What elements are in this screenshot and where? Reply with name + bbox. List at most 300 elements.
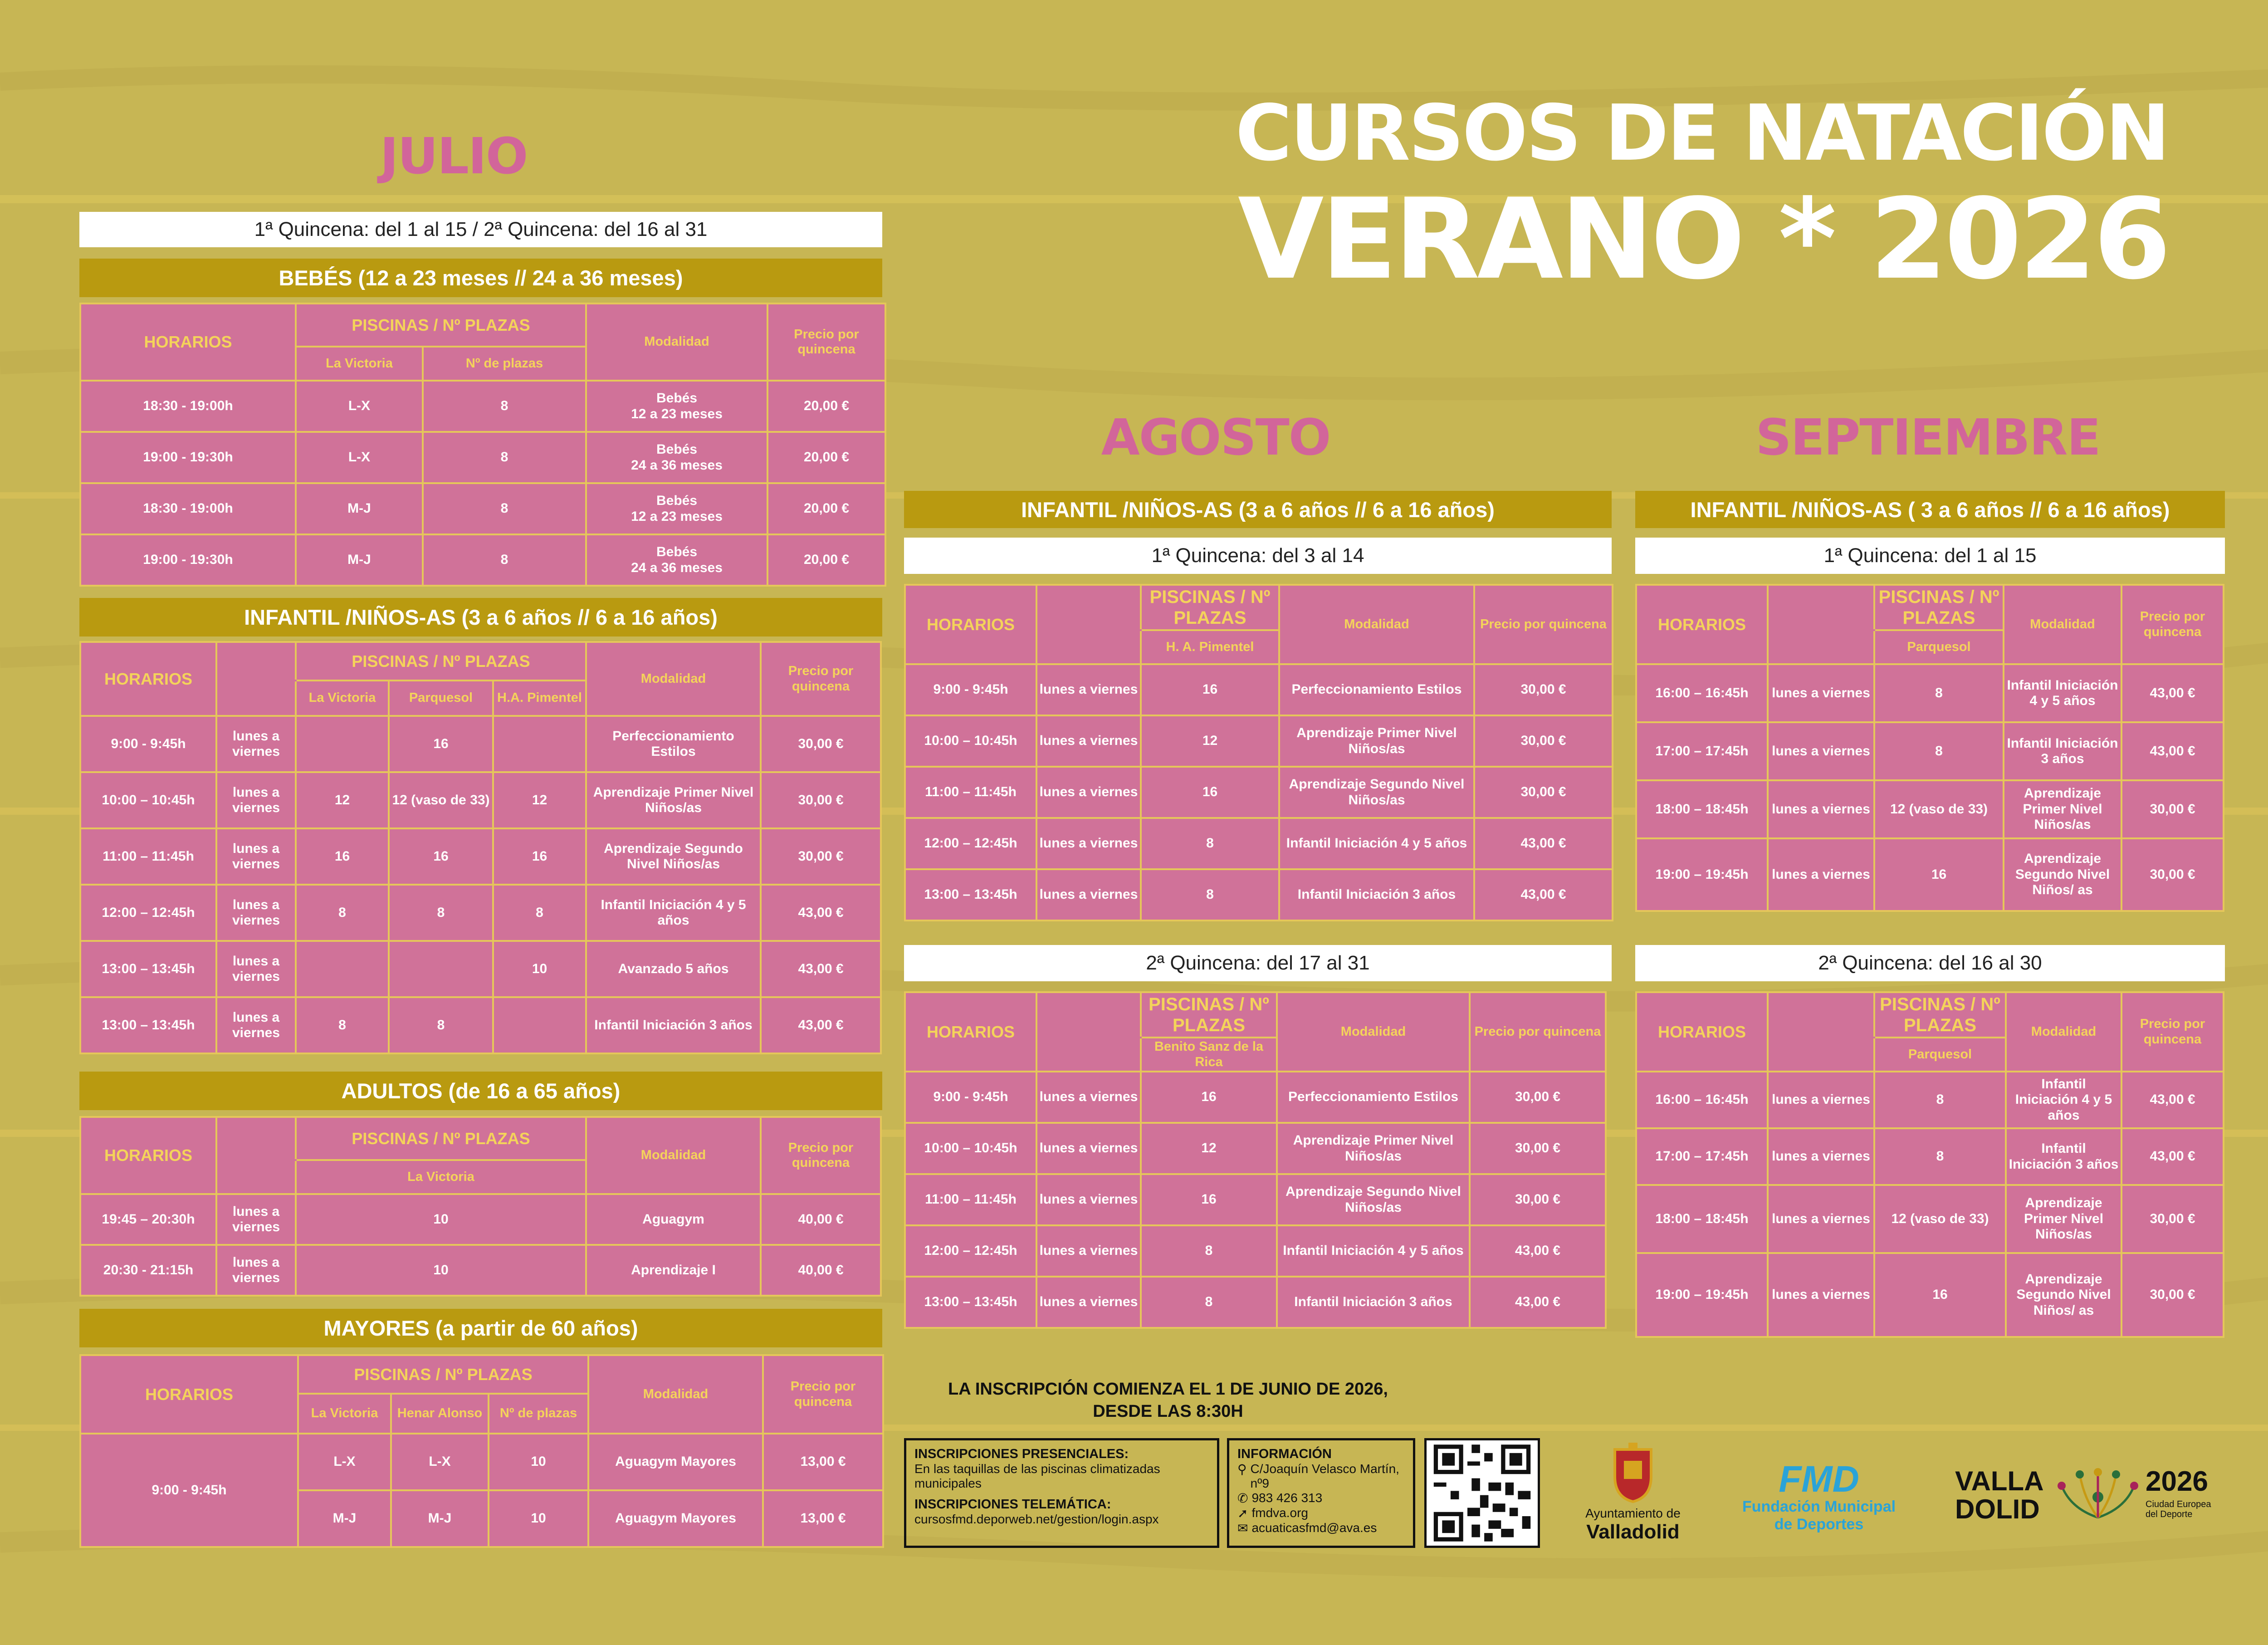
table-cell bbox=[1036, 992, 1141, 1038]
table-cell bbox=[216, 1160, 296, 1194]
table-cell: Bebés 12 a 23 meses bbox=[586, 381, 767, 432]
table-cell: Infantil Iniciación 4 y 5 años bbox=[1279, 818, 1474, 869]
info-email[interactable]: acuaticasfmd@ava.es bbox=[1251, 1521, 1377, 1535]
registration-notice bbox=[903, 1378, 1433, 1423]
info-web[interactable]: fmdva.org bbox=[1251, 1506, 1308, 1520]
vall-line2: DOLID bbox=[1955, 1494, 2040, 1524]
table-cell: 30,00 € bbox=[1470, 1174, 1606, 1225]
table-cell: Perfeccionamiento Estilos bbox=[1279, 664, 1474, 715]
table-cell: 43,00 € bbox=[2121, 664, 2224, 722]
table-row bbox=[1636, 722, 2224, 780]
table-cell: 12 (vaso de 33) bbox=[389, 772, 493, 828]
table-cell: Parquesol bbox=[1874, 630, 2004, 664]
table-cell: 8 bbox=[296, 997, 389, 1053]
table-row bbox=[80, 534, 885, 586]
table-cell: Aguagym Mayores bbox=[588, 1434, 763, 1490]
table-cell: 16 bbox=[296, 828, 389, 885]
table-cell: 40,00 € bbox=[761, 1245, 881, 1296]
table-cell: 8 bbox=[1141, 1225, 1277, 1277]
table-cell: 17:00 – 17:45h bbox=[1636, 722, 1768, 780]
table-cell: 10:00 – 10:45h bbox=[905, 1123, 1036, 1174]
table-cell: Modalidad bbox=[588, 1355, 763, 1434]
fmd-line1: Fundación Municipal bbox=[1742, 1498, 1896, 1515]
notice-line1: LA INSCRIPCIÓN COMIENZA EL 1 DE JUNIO DE 2026, bbox=[948, 1380, 1388, 1399]
main-title-line2: VERANO * 2026 bbox=[1237, 175, 2168, 304]
table-row bbox=[1636, 780, 2224, 838]
col-modalidad: Modalidad bbox=[586, 304, 767, 381]
table-cell bbox=[389, 941, 493, 997]
table-cell bbox=[1036, 630, 1141, 664]
table-cell: lunes a viernes bbox=[1768, 780, 1874, 838]
table-cell: 13,00 € bbox=[763, 1490, 883, 1547]
table-cell: 12 bbox=[296, 772, 389, 828]
table-cell: L-X bbox=[298, 1434, 391, 1490]
coat-of-arms-icon bbox=[1606, 1440, 1660, 1504]
table-cell: 9:00 - 9:45h bbox=[905, 1072, 1036, 1123]
col-horarios: HORARIOS bbox=[80, 304, 296, 381]
table-cell: Parquesol bbox=[1874, 1038, 2006, 1072]
table-cell: lunes a viernes bbox=[1036, 664, 1141, 715]
table-infantil-julio bbox=[79, 641, 882, 1054]
section-title-mayores: MAYORES (a partir de 60 años) bbox=[79, 1309, 882, 1347]
table-cell: lunes a viernes bbox=[1036, 869, 1141, 920]
table-cell: lunes a viernes bbox=[1768, 1185, 1874, 1253]
table-row bbox=[80, 997, 881, 1053]
table-cell: 9:00 - 9:45h bbox=[80, 1434, 298, 1547]
table-row bbox=[80, 1245, 881, 1296]
table-cell: Infantil Iniciación 4 y 5 años bbox=[1277, 1225, 1470, 1277]
table-row bbox=[1636, 838, 2224, 911]
ayto-line1: Ayuntamiento de bbox=[1585, 1506, 1681, 1520]
table-cell: 19:00 - 19:30h bbox=[80, 432, 296, 483]
table-cell: 11:00 – 11:45h bbox=[905, 767, 1036, 818]
agosto-q1-label: 1ª Quincena: del 3 al 14 bbox=[904, 538, 1612, 574]
table-cell: 13:00 – 13:45h bbox=[80, 941, 216, 997]
table-cell: 43,00 € bbox=[761, 997, 881, 1053]
peacock-emblem-icon bbox=[2053, 1468, 2143, 1527]
table-cell: Aprendizaje Segundo Nivel Niños/ as bbox=[2006, 1253, 2121, 1337]
fmd-line2: de Deportes bbox=[1774, 1516, 1864, 1533]
table-cell: 19:00 – 19:45h bbox=[1636, 838, 1768, 911]
table-septiembre-q2 bbox=[1635, 991, 2224, 1338]
table-cell: 20,00 € bbox=[767, 534, 885, 586]
table-cell: 30,00 € bbox=[2121, 1253, 2224, 1337]
table-cell: 43,00 € bbox=[761, 941, 881, 997]
table-row bbox=[1636, 1128, 2224, 1185]
julio-quincenas: 1ª Quincena: del 1 al 15 / 2ª Quincena: del 16 al 31 bbox=[79, 212, 882, 247]
telematica-title: INSCRIPCIONES TELEMÁTICA: bbox=[914, 1497, 1111, 1512]
table-cell: Precio por quincena bbox=[2121, 585, 2224, 664]
table-cell: 10:00 – 10:45h bbox=[80, 772, 216, 828]
info-box bbox=[1227, 1438, 1415, 1548]
table-cell bbox=[216, 681, 296, 716]
table-cell: 12:00 – 12:45h bbox=[905, 1225, 1036, 1277]
table-row bbox=[1636, 1253, 2224, 1337]
table-cell: 10:00 – 10:45h bbox=[905, 715, 1036, 767]
table-cell: 8 bbox=[1874, 664, 2004, 722]
table-cell: 30,00 € bbox=[1474, 767, 1613, 818]
table-cell: 8 bbox=[296, 885, 389, 941]
table-cell bbox=[493, 716, 586, 772]
table-cell: lunes a viernes bbox=[216, 885, 296, 941]
table-cell: lunes a viernes bbox=[1768, 1072, 1874, 1128]
table-cell: 12 bbox=[1141, 715, 1279, 767]
table-cell: PISCINAS / Nº PLAZAS bbox=[1874, 585, 2004, 630]
table-cell: Henar Alonso bbox=[391, 1394, 489, 1434]
table-cell: Aprendizaje Primer Nivel Niños/as bbox=[2006, 1185, 2121, 1253]
qr-code-icon bbox=[1427, 1440, 1538, 1546]
table-cell: La Victoria bbox=[296, 681, 389, 716]
table-cell: Perfeccionamiento Estilos bbox=[586, 716, 761, 772]
table-cell: HORARIOS bbox=[80, 642, 216, 716]
table-cell: 9:00 - 9:45h bbox=[905, 664, 1036, 715]
table-cell: 40,00 € bbox=[761, 1194, 881, 1245]
col-pool: La Victoria bbox=[296, 347, 423, 381]
mail-icon: ✉ bbox=[1237, 1521, 1248, 1535]
table-cell: Infantil Iniciación 3 años bbox=[586, 997, 761, 1053]
section-title-septiembre: INFANTIL /NIÑOS-AS ( 3 a 6 años // 6 a 16 años) bbox=[1635, 491, 2225, 528]
month-septiembre: SEPTIEMBRE bbox=[1755, 408, 2100, 466]
table-cell: 18:00 – 18:45h bbox=[1636, 1185, 1768, 1253]
table-cell: 43,00 € bbox=[761, 885, 881, 941]
table-cell: 16 bbox=[1141, 767, 1279, 818]
table-cell: 30,00 € bbox=[1474, 715, 1613, 767]
vall-year: 2026 bbox=[2146, 1466, 2208, 1497]
table-row bbox=[905, 767, 1613, 818]
table-cell: 13:00 – 13:45h bbox=[905, 869, 1036, 920]
info-title: INFORMACIÓN bbox=[1237, 1447, 1332, 1461]
table-cell: Modalidad bbox=[2004, 585, 2121, 664]
fmd-abbr: FMD bbox=[1779, 1459, 1859, 1500]
table-cell: 30,00 € bbox=[2121, 1185, 2224, 1253]
vall-sub2: del Deporte bbox=[2146, 1509, 2193, 1519]
septiembre-q1-label: 1ª Quincena: del 1 al 15 bbox=[1635, 538, 2225, 574]
table-cell: lunes a viernes bbox=[216, 941, 296, 997]
table-cell: PISCINAS / Nº PLAZAS bbox=[298, 1355, 588, 1394]
table-cell: 16 bbox=[1874, 838, 2004, 911]
table-cell: 12:00 – 12:45h bbox=[80, 885, 216, 941]
table-cell: lunes a viernes bbox=[1036, 818, 1141, 869]
table-cell: Aprendizaje I bbox=[586, 1245, 761, 1296]
table-cell: 20,00 € bbox=[767, 483, 885, 534]
table-cell: 16 bbox=[1141, 1072, 1277, 1123]
table-cell: 19:00 - 19:30h bbox=[80, 534, 296, 586]
table-cell: 16:00 – 16:45h bbox=[1636, 664, 1768, 722]
table-agosto-q1 bbox=[904, 584, 1613, 921]
table-cell: 8 bbox=[423, 534, 586, 586]
table-cell: 43,00 € bbox=[1474, 818, 1613, 869]
table-cell: M-J bbox=[296, 483, 423, 534]
table-cell: HORARIOS bbox=[905, 992, 1036, 1072]
table-cell: Aguagym Mayores bbox=[588, 1490, 763, 1547]
table-cell: PISCINAS / Nº PLAZAS bbox=[1141, 585, 1279, 630]
table-cell: 12 bbox=[493, 772, 586, 828]
table-cell: 16 bbox=[1141, 664, 1279, 715]
pointer-icon: ➚ bbox=[1237, 1506, 1248, 1520]
table-bebes bbox=[79, 303, 886, 587]
table-cell: PISCINAS / Nº PLAZAS bbox=[1874, 992, 2006, 1038]
table-adultos bbox=[79, 1116, 882, 1297]
month-agosto: AGOSTO bbox=[1101, 408, 1330, 466]
table-cell: PISCINAS / Nº PLAZAS bbox=[1141, 992, 1277, 1038]
table-cell: 18:00 – 18:45h bbox=[1636, 780, 1768, 838]
table-cell: 18:30 - 19:00h bbox=[80, 483, 296, 534]
table-cell: Aprendizaje Segundo Nivel Niños/as bbox=[586, 828, 761, 885]
table-cell: lunes a viernes bbox=[1036, 1174, 1141, 1225]
presencial-title: INSCRIPCIONES PRESENCIALES: bbox=[914, 1447, 1129, 1461]
table-cell: 12 bbox=[1141, 1123, 1277, 1174]
table-cell: Modalidad bbox=[1277, 992, 1470, 1072]
table-cell: Aprendizaje Primer Nivel Niños/as bbox=[1277, 1123, 1470, 1174]
table-cell: Precio por quincena bbox=[1470, 992, 1606, 1072]
table-cell: HORARIOS bbox=[80, 1117, 216, 1194]
table-agosto-q2 bbox=[904, 991, 1607, 1329]
notice-line2: DESDE LAS 8:30H bbox=[1093, 1402, 1243, 1421]
table-row bbox=[1636, 664, 2224, 722]
table-cell: 10 bbox=[296, 1194, 586, 1245]
table-cell: 13,00 € bbox=[763, 1434, 883, 1490]
table-cell: 20:30 - 21:15h bbox=[80, 1245, 216, 1296]
table-cell bbox=[1768, 992, 1874, 1038]
info-address: C/Joaquín Velasco Martín, nº9 bbox=[1250, 1462, 1399, 1490]
table-cell: 8 bbox=[423, 381, 586, 432]
table-cell: M-J bbox=[296, 534, 423, 586]
table-cell: 19:45 – 20:30h bbox=[80, 1194, 216, 1245]
table-septiembre-q1 bbox=[1635, 584, 2224, 912]
table-cell: Aprendizaje Segundo Nivel Niños/as bbox=[1279, 767, 1474, 818]
table-cell: 30,00 € bbox=[761, 772, 881, 828]
table-cell: 8 bbox=[1141, 869, 1279, 920]
table-cell bbox=[1036, 1038, 1141, 1072]
table-cell: 8 bbox=[423, 432, 586, 483]
table-cell: lunes a viernes bbox=[1036, 1277, 1141, 1328]
table-cell: 8 bbox=[1141, 818, 1279, 869]
table-cell: Aprendizaje Primer Nivel Niños/as bbox=[586, 772, 761, 828]
table-cell: Aprendizaje Segundo Nivel Niños/as bbox=[1277, 1174, 1470, 1225]
table-cell: 8 bbox=[1141, 1277, 1277, 1328]
table-cell: HORARIOS bbox=[905, 585, 1036, 664]
section-title-agosto: INFANTIL /NIÑOS-AS (3 a 6 años // 6 a 16 años) bbox=[904, 491, 1612, 528]
table-cell: HORARIOS bbox=[80, 1355, 298, 1434]
telematica-url[interactable]: cursosfmd.deporweb.net/gestion/login.aspx bbox=[914, 1512, 1159, 1526]
table-cell: Aprendizaje Primer Nivel Niños/as bbox=[2004, 780, 2121, 838]
table-cell: lunes a viernes bbox=[1768, 722, 1874, 780]
table-row bbox=[905, 869, 1613, 920]
table-row bbox=[80, 885, 881, 941]
table-cell: 16 bbox=[389, 716, 493, 772]
presencial-text: En las taquillas de las piscinas climatizadas municipales bbox=[914, 1462, 1160, 1490]
table-row bbox=[80, 483, 885, 534]
col-piscinas: PISCINAS / Nº PLAZAS bbox=[296, 304, 586, 347]
table-cell: Infantil Iniciación 3 años bbox=[1279, 869, 1474, 920]
table-cell: L-X bbox=[296, 381, 423, 432]
table-cell: 12 (vaso de 33) bbox=[1874, 1185, 2006, 1253]
logo-fmd bbox=[1706, 1461, 1932, 1552]
col-precio: Precio por quincena bbox=[767, 304, 885, 381]
table-cell: Precio por quincena bbox=[761, 1117, 881, 1194]
table-cell: Aguagym bbox=[586, 1194, 761, 1245]
table-mayores bbox=[79, 1354, 884, 1548]
table-cell bbox=[1768, 585, 1874, 630]
logo-valladolid-2026 bbox=[1955, 1468, 2227, 1549]
table-cell bbox=[1768, 1038, 1874, 1072]
table-cell bbox=[216, 642, 296, 681]
table-row bbox=[905, 1225, 1606, 1277]
table-cell: 8 bbox=[493, 885, 586, 941]
table-row bbox=[80, 941, 881, 997]
table-row bbox=[80, 716, 881, 772]
section-title-infantil-julio: INFANTIL /NIÑOS-AS (3 a 6 años // 6 a 16 años) bbox=[79, 598, 882, 636]
table-cell: lunes a viernes bbox=[1036, 715, 1141, 767]
table-cell: 10 bbox=[296, 1245, 586, 1296]
table-cell: Bebés 12 a 23 meses bbox=[586, 483, 767, 534]
table-cell: 11:00 – 11:45h bbox=[905, 1174, 1036, 1225]
table-cell: lunes a viernes bbox=[1768, 1253, 1874, 1337]
table-cell: 8 bbox=[423, 483, 586, 534]
table-cell: lunes a viernes bbox=[1036, 1123, 1141, 1174]
table-cell: lunes a viernes bbox=[216, 772, 296, 828]
table-cell: 10 bbox=[489, 1490, 588, 1547]
table-cell: L-X bbox=[391, 1434, 489, 1490]
table-cell: 43,00 € bbox=[1470, 1277, 1606, 1328]
qr-code[interactable] bbox=[1424, 1438, 1540, 1548]
table-row bbox=[905, 818, 1613, 869]
col-plazas: Nº de plazas bbox=[423, 347, 586, 381]
table-cell: 30,00 € bbox=[761, 716, 881, 772]
table-row bbox=[905, 715, 1613, 767]
table-cell: Modalidad bbox=[2006, 992, 2121, 1072]
table-cell: Infantil Iniciación 3 años bbox=[2006, 1128, 2121, 1185]
agosto-q2-label: 2ª Quincena: del 17 al 31 bbox=[904, 945, 1612, 981]
table-cell: Modalidad bbox=[1279, 585, 1474, 664]
table-cell bbox=[296, 716, 389, 772]
table-cell: lunes a viernes bbox=[216, 1194, 296, 1245]
table-cell: 13:00 – 13:45h bbox=[80, 997, 216, 1053]
table-cell: lunes a viernes bbox=[1036, 1072, 1141, 1123]
table-cell: Avanzado 5 años bbox=[586, 941, 761, 997]
table-cell bbox=[493, 997, 586, 1053]
table-cell: 8 bbox=[1874, 722, 2004, 780]
table-cell: 19:00 – 19:45h bbox=[1636, 1253, 1768, 1337]
table-cell: 17:00 – 17:45h bbox=[1636, 1128, 1768, 1185]
table-cell: lunes a viernes bbox=[216, 1245, 296, 1296]
table-cell: Aprendizaje Primer Nivel Niños/as bbox=[1279, 715, 1474, 767]
table-cell: 11:00 – 11:45h bbox=[80, 828, 216, 885]
table-cell: Infantil Iniciación 4 y 5 años bbox=[586, 885, 761, 941]
table-cell: lunes a viernes bbox=[216, 997, 296, 1053]
table-cell: 10 bbox=[489, 1434, 588, 1490]
table-cell bbox=[1036, 585, 1141, 630]
table-cell: M-J bbox=[298, 1490, 391, 1547]
table-cell: 16 bbox=[1874, 1253, 2006, 1337]
table-cell: 30,00 € bbox=[2121, 780, 2224, 838]
table-cell: Infantil Iniciación 3 años bbox=[1277, 1277, 1470, 1328]
table-cell: PISCINAS / Nº PLAZAS bbox=[296, 642, 586, 681]
vall-line1: VALLA bbox=[1955, 1466, 2044, 1496]
table-cell: 43,00 € bbox=[2121, 1128, 2224, 1185]
table-cell: 30,00 € bbox=[1470, 1072, 1606, 1123]
logo-ayuntamiento bbox=[1563, 1440, 1703, 1554]
table-cell: Parquesol bbox=[389, 681, 493, 716]
table-cell: 43,00 € bbox=[1470, 1225, 1606, 1277]
table-cell: 16:00 – 16:45h bbox=[1636, 1072, 1768, 1128]
table-cell bbox=[216, 1117, 296, 1160]
table-row bbox=[905, 664, 1613, 715]
table-row bbox=[905, 1072, 1606, 1123]
table-cell: 12 (vaso de 33) bbox=[1874, 780, 2004, 838]
table-cell: 10 bbox=[493, 941, 586, 997]
table-cell: 16 bbox=[389, 828, 493, 885]
table-cell: 20,00 € bbox=[767, 432, 885, 483]
table-cell: La Victoria bbox=[298, 1394, 391, 1434]
vall-sub bbox=[2146, 1499, 2211, 1519]
table-cell: H. A. Pimentel bbox=[1141, 630, 1279, 664]
table-row bbox=[80, 381, 885, 432]
ayto-line2: Valladolid bbox=[1586, 1521, 1680, 1543]
table-cell: H.A. Pimentel bbox=[493, 681, 586, 716]
table-cell: 8 bbox=[1874, 1128, 2006, 1185]
table-cell: lunes a viernes bbox=[1036, 1225, 1141, 1277]
table-cell: Infantil Iniciación 3 años bbox=[2004, 722, 2121, 780]
table-cell: 30,00 € bbox=[2121, 838, 2224, 911]
table-cell: PISCINAS / Nº PLAZAS bbox=[296, 1117, 586, 1160]
table-cell: HORARIOS bbox=[1636, 992, 1768, 1072]
info-phone: 983 426 313 bbox=[1251, 1491, 1323, 1505]
table-cell: Modalidad bbox=[586, 642, 761, 716]
table-row bbox=[905, 1123, 1606, 1174]
registration-box bbox=[904, 1438, 1219, 1548]
table-cell: lunes a viernes bbox=[1036, 767, 1141, 818]
table-row bbox=[80, 1434, 883, 1490]
table-cell: M-J bbox=[391, 1490, 489, 1547]
table-cell: lunes a viernes bbox=[1768, 838, 1874, 911]
table-cell: Precio por quincena bbox=[2121, 992, 2224, 1072]
phone-icon: ✆ bbox=[1237, 1491, 1248, 1505]
septiembre-q2-label: 2ª Quincena: del 16 al 30 bbox=[1635, 945, 2225, 981]
table-cell: 8 bbox=[389, 885, 493, 941]
table-cell: 12:00 – 12:45h bbox=[905, 818, 1036, 869]
table-row bbox=[1636, 1072, 2224, 1128]
table-cell: 16 bbox=[1141, 1174, 1277, 1225]
table-cell: HORARIOS bbox=[1636, 585, 1768, 664]
main-title-line1: CURSOS DE NATACIÓN bbox=[1235, 88, 2168, 178]
table-cell: Aprendizaje Segundo Nivel Niños/ as bbox=[2004, 838, 2121, 911]
table-row bbox=[80, 432, 885, 483]
table-row bbox=[905, 1174, 1606, 1225]
table-cell: Precio por quincena bbox=[761, 642, 881, 716]
table-cell: Bebés 24 a 36 meses bbox=[586, 432, 767, 483]
table-cell: Infantil Iniciación 4 y 5 años bbox=[2004, 664, 2121, 722]
table-row bbox=[1636, 1185, 2224, 1253]
table-cell: 30,00 € bbox=[1474, 664, 1613, 715]
table-cell: 43,00 € bbox=[2121, 1072, 2224, 1128]
table-cell: lunes a viernes bbox=[1768, 664, 1874, 722]
table-cell: 43,00 € bbox=[1474, 869, 1613, 920]
vall-sub1: Ciudad Europea bbox=[2146, 1499, 2211, 1509]
month-julio: JULIO bbox=[380, 127, 528, 185]
table-cell bbox=[296, 941, 389, 997]
table-cell: Perfeccionamiento Estilos bbox=[1277, 1072, 1470, 1123]
table-cell bbox=[1768, 630, 1874, 664]
table-row bbox=[80, 1194, 881, 1245]
table-cell: Precio por quincena bbox=[1474, 585, 1613, 664]
table-cell: 18:30 - 19:00h bbox=[80, 381, 296, 432]
table-cell: Bebés 24 a 36 meses bbox=[586, 534, 767, 586]
table-cell: lunes a viernes bbox=[216, 828, 296, 885]
table-cell: 30,00 € bbox=[1470, 1123, 1606, 1174]
table-row bbox=[80, 772, 881, 828]
table-cell: lunes a viernes bbox=[1768, 1128, 1874, 1185]
